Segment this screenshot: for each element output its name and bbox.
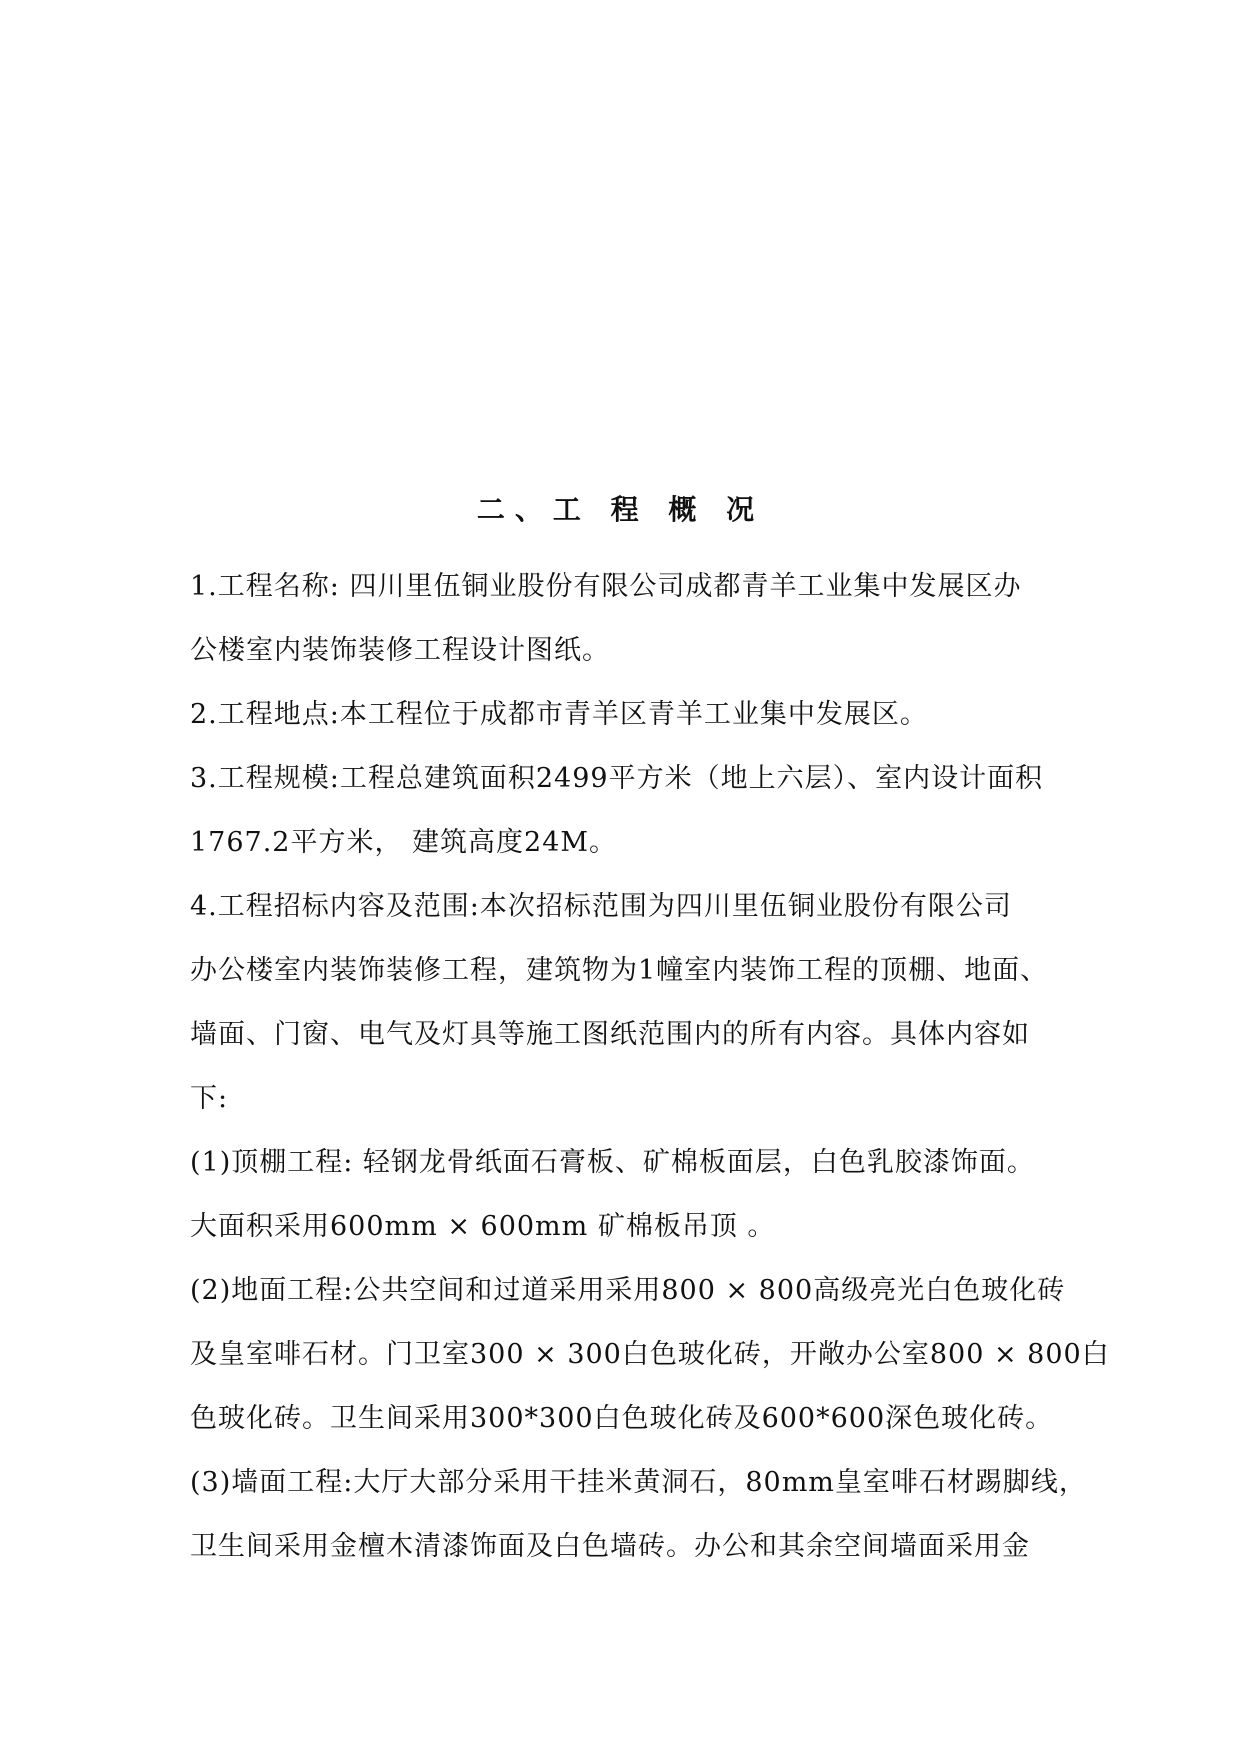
text-line: 色玻化砖。卫生间采用300*300白色玻化砖及600*600深色玻化砖。 (190, 1403, 1054, 1434)
text-line: 3.工程规模:工程总建筑面积2499平方米（地上六层）、室内设计面积 (190, 763, 1044, 794)
text-line: 及皇室啡石材。门卫室300 × 300白色玻化砖，开敞办公室800 × 800白 (190, 1339, 1110, 1370)
text-line: 公楼室内装饰装修工程设计图纸。 (190, 635, 610, 666)
text-line: (3)墙面工程:大厅大部分采用干挂米黄洞石，80mm皇室啡石材踢脚线， (190, 1467, 1087, 1498)
text-line: 下: (190, 1083, 229, 1114)
text-line: (1)顶棚工程: 轻钢龙骨纸面石膏板、矿棉板面层，白色乳胶漆饰面。 (190, 1147, 1035, 1178)
text-line: 大面积采用600mm × 600mm 矿棉板吊顶 。 (190, 1211, 776, 1242)
text-line: 卫生间采用金檀木清漆饰面及白色墙砖。办公和其余空间墙面采用金 (190, 1531, 1030, 1562)
text-line: 办公楼室内装饰装修工程，建筑物为1幢室内装饰工程的顶棚、地面、 (190, 955, 1049, 986)
text-line: 1.工程名称: 四川里伍铜业股份有限公司成都青羊工业集中发展区办 (190, 571, 1022, 602)
body-text (190, 555, 1110, 1579)
text-line: 1767.2平方米， 建筑高度24M。 (190, 827, 618, 858)
text-line: 2.工程地点:本工程位于成都市青羊区青羊工业集中发展区。 (190, 699, 928, 730)
section-heading: 二、工 程 概 况 (476, 493, 765, 526)
text-line: 4.工程招标内容及范围:本次招标范围为四川里伍铜业股份有限公司 (190, 891, 1012, 922)
text-line: (2)地面工程:公共空间和过道采用采用800 × 800高级亮光白色玻化砖 (190, 1275, 1066, 1306)
text-line: 墙面、门窗、电气及灯具等施工图纸范围内的所有内容。具体内容如 (190, 1019, 1030, 1050)
